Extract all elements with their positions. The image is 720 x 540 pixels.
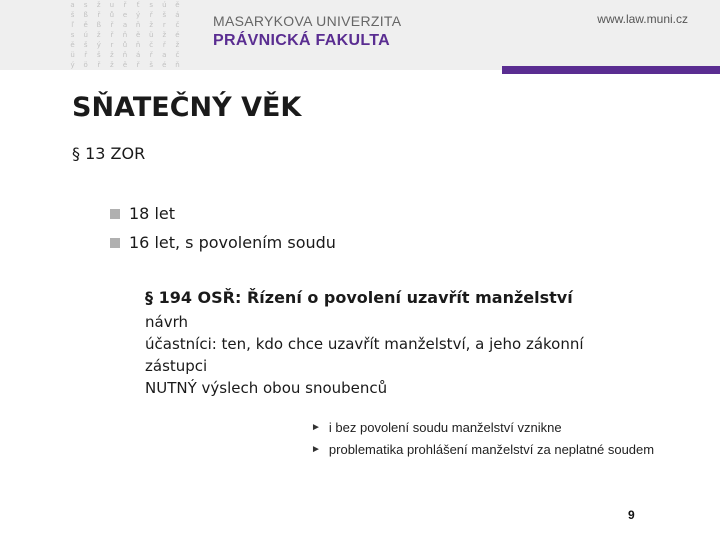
- pattern-glyph: ě: [83, 20, 88, 29]
- pattern-glyph: ß: [83, 10, 88, 19]
- court-procedure-block: [145, 286, 635, 399]
- pattern-glyph: é: [162, 60, 167, 69]
- pattern-glyph: š: [149, 60, 154, 69]
- logo-pattern: [66, 0, 184, 70]
- pattern-glyph: ň: [135, 40, 141, 49]
- section-line: návrh: [145, 313, 188, 331]
- pattern-glyph: ě: [175, 0, 180, 9]
- list-item: [311, 438, 654, 460]
- pattern-glyph: ř: [162, 40, 166, 49]
- section-line: NUTNÝ výslech obou snoubenců: [145, 379, 388, 397]
- pattern-glyph: ž: [110, 60, 114, 69]
- bullet-list: [110, 199, 336, 257]
- slide-subtitle: § 13 ZOR: [72, 144, 146, 163]
- pattern-glyph: á: [175, 10, 180, 19]
- bullet-text: 18 let: [129, 204, 176, 223]
- square-bullet-icon: [110, 238, 120, 248]
- pattern-glyph: ž: [110, 50, 114, 59]
- pattern-glyph: ě: [135, 30, 141, 39]
- pattern-glyph: ž: [96, 30, 101, 39]
- site-url[interactable]: www.law.muni.cz: [597, 12, 688, 26]
- university-name: MASARYKOVA UNIVERZITA: [213, 13, 402, 29]
- pattern-glyph: a: [162, 50, 167, 59]
- section-line: účastníci: ten, kdo chce uzavřít manželství, a jeho zákonní zástupci: [145, 335, 584, 375]
- sub-bullet-text: problematika prohlášení manželství za neplatné soudem: [328, 441, 655, 457]
- pattern-glyph: é: [175, 30, 180, 39]
- pattern-glyph: ř: [110, 30, 114, 39]
- accent-bar: [502, 66, 720, 74]
- square-bullet-icon: [110, 209, 120, 219]
- sub-bullet-list: [311, 416, 654, 460]
- pattern-glyph: ř: [149, 10, 153, 19]
- pattern-glyph: s: [83, 0, 88, 9]
- pattern-glyph: ľ: [71, 20, 74, 29]
- pattern-glyph: č: [175, 20, 180, 29]
- pattern-glyph: ý: [70, 60, 75, 69]
- pattern-glyph: ß: [96, 20, 101, 29]
- pattern-glyph: š: [83, 40, 88, 49]
- triangle-bullet-icon: ►: [311, 421, 321, 433]
- list-item: [110, 228, 336, 257]
- pattern-glyph: s: [149, 0, 154, 9]
- pattern-glyph: ř: [149, 50, 153, 59]
- pattern-glyph: š: [162, 10, 167, 19]
- pattern-glyph: á: [135, 50, 141, 59]
- pattern-glyph: ř: [97, 60, 101, 69]
- pattern-glyph: ř: [97, 10, 101, 19]
- pattern-glyph: ň: [122, 50, 128, 59]
- pattern-glyph: ů: [122, 40, 128, 49]
- pattern-glyph: ť: [136, 0, 140, 9]
- slide-title: SŇATEČNÝ VĚK: [72, 92, 302, 123]
- header-band: [0, 0, 720, 70]
- pattern-glyph: ř: [84, 50, 88, 59]
- pattern-glyph: ř: [110, 20, 114, 29]
- pattern-glyph: ú: [83, 30, 88, 39]
- triangle-bullet-icon: ►: [311, 443, 321, 455]
- pattern-glyph: a: [122, 20, 128, 29]
- pattern-glyph: ž: [162, 30, 167, 39]
- pattern-glyph: ž: [175, 40, 180, 49]
- pattern-glyph: ö: [83, 60, 88, 69]
- pattern-glyph: ý: [136, 10, 141, 19]
- pattern-glyph: ň: [135, 20, 141, 29]
- pattern-glyph: ě: [70, 40, 75, 49]
- pattern-glyph: ž: [96, 0, 101, 9]
- pattern-glyph: a: [70, 0, 75, 9]
- pattern-glyph: e: [122, 10, 128, 19]
- pattern-glyph: ř: [123, 0, 127, 9]
- pattern-glyph: ü: [148, 30, 154, 39]
- pattern-glyph: r: [162, 20, 166, 29]
- pattern-glyph: u: [109, 0, 115, 9]
- pattern-glyph: ň: [122, 30, 128, 39]
- list-item: [110, 199, 336, 228]
- page-number: 9: [628, 508, 635, 522]
- pattern-glyph: š: [70, 10, 75, 19]
- list-item: [311, 416, 654, 438]
- pattern-glyph: ň: [175, 60, 180, 69]
- pattern-glyph: č: [175, 50, 180, 59]
- pattern-glyph: ů: [109, 10, 115, 19]
- pattern-glyph: s: [70, 30, 75, 39]
- pattern-glyph: r: [110, 40, 114, 49]
- pattern-glyph: č: [149, 40, 154, 49]
- pattern-glyph: ý: [96, 40, 101, 49]
- pattern-glyph: ř: [136, 60, 140, 69]
- section-heading: § 194 OSŘ: Řízení o povolení uzavřít manželství: [145, 288, 573, 307]
- pattern-glyph: ü: [70, 50, 75, 59]
- pattern-glyph: ž: [149, 20, 154, 29]
- bullet-text: 16 let, s povolením soudu: [129, 233, 336, 252]
- faculty-name: PRÁVNICKÁ FAKULTA: [213, 32, 390, 49]
- pattern-glyph: ú: [162, 0, 167, 9]
- sub-bullet-text: i bez povolení soudu manželství vznikne: [328, 419, 562, 435]
- pattern-glyph: š: [96, 50, 101, 59]
- pattern-glyph: ě: [122, 60, 128, 69]
